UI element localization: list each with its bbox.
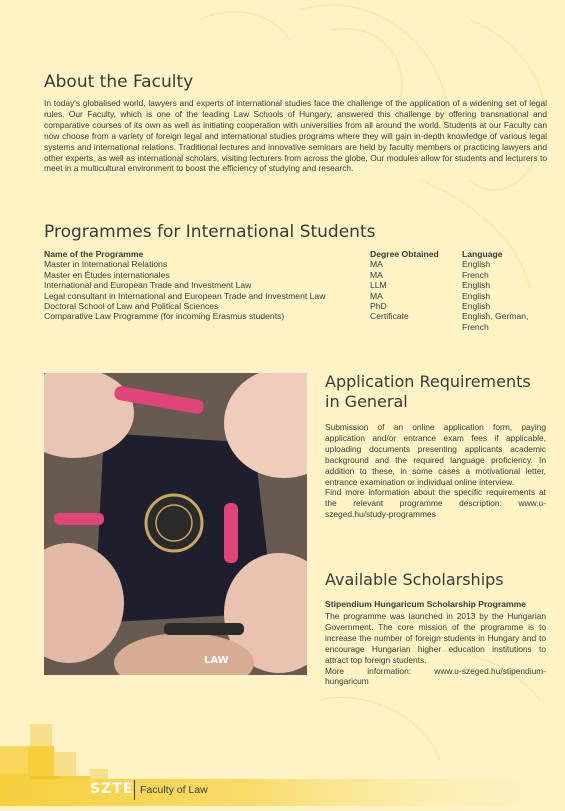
programme-degree: MA [370, 259, 383, 270]
scholarships-paragraph: The programme was launched in 2013 by the Hungarian Government. The core mission of the programme is to increase the number of foreign students in Hungary and to encourage Hungarian higher education institutions to attract top foreign students. [325, 611, 546, 665]
about-title: About the Faculty [44, 72, 194, 92]
table-row [44, 311, 542, 332]
header-name: Name of the Programme [44, 249, 144, 259]
programme-name: Master in International Relations [44, 259, 168, 270]
footer-bar [0, 779, 565, 806]
programme-name: Doctoral School of Law and Political Sciences [44, 301, 219, 312]
programme-degree: MA [370, 290, 383, 301]
programme-name: Legal consultant in International and European Trade and Investment Law [44, 290, 326, 301]
footer-faculty-label: Faculty of Law [140, 784, 208, 796]
table-header-row [44, 249, 542, 259]
footer-divider [134, 780, 135, 800]
header-degree: Degree Obtained [370, 249, 439, 259]
scholarships-title: Available Scholarships [325, 570, 504, 589]
scholarships-more-info: More information: www.u-szeged.hu/stipendium-hungaricum [325, 665, 546, 687]
footer-logo-sz-te: SZTE [90, 781, 134, 797]
programme-language: English, German, French [462, 311, 529, 332]
programme-name: Master en Études internationales [44, 269, 170, 280]
bracelet-label: LAW [204, 655, 229, 666]
header-language: Language [462, 249, 503, 259]
table-row [44, 270, 542, 280]
programmes-table [44, 249, 542, 332]
programme-degree: PhD [370, 301, 387, 312]
table-row [44, 301, 542, 311]
table-row [44, 280, 542, 290]
requirements-paragraph: Submission of an online application form, paying application and/or entrance exam fees if applicable, uploading documents presenting applicants academic background and the required language proficiency. In addition to these, in some cases a motivational letter, entrance examination or individual online interview. [325, 422, 546, 487]
scholarships-text [325, 611, 546, 687]
table-row [44, 291, 542, 301]
hands-bracelets-photo [44, 373, 307, 675]
programme-language: English [462, 259, 491, 270]
programme-language: English [462, 301, 491, 312]
requirements-text [325, 422, 546, 520]
programme-degree: LLM [370, 280, 387, 291]
requirements-more-info: Find more information about the specific requirements at the relevant programme description: www.u-szeged.hu/study-programmes [325, 487, 546, 520]
programme-degree: MA [370, 269, 383, 280]
table-row [44, 259, 542, 269]
scholarships-subtitle: Stipendium Hungaricum Scholarship Programme [325, 599, 527, 609]
programme-language: English [462, 290, 491, 301]
about-text: In today's globalised world, lawyers and experts of international studies face the challenge of the application of a widening set of legal rules. Our Faculty, which is one of the leading Law Schools of Hungary, answered this challenge by offering transnational and comparative courses of its own as well as initiating cooperation with universities from all around the world. Students at our Faculty can now choose from a variety of foreign legal and international studies programs where they will gain in-depth knowledge of various legal systems and international relations. Traditional lectures and innovative seminars are held by faculty members or practicing lawyers and other experts, as well as international scholars, visiting lecturers from across the globe. Our modules allow for students and lecturers to meet in a multicultural environment to boost the efficiency of studying and research. [44, 98, 547, 174]
programme-name: Comparative Law Programme (for incoming Erasmus students) [44, 311, 285, 322]
programme-language: English [462, 280, 491, 291]
programme-degree: Certificate [370, 311, 409, 322]
requirements-title: Application Requirements in General [325, 372, 531, 411]
programmes-title: Programmes for International Students [44, 222, 376, 242]
programme-name: International and European Trade and Investment Law [44, 280, 252, 291]
programme-language: French [462, 269, 489, 280]
